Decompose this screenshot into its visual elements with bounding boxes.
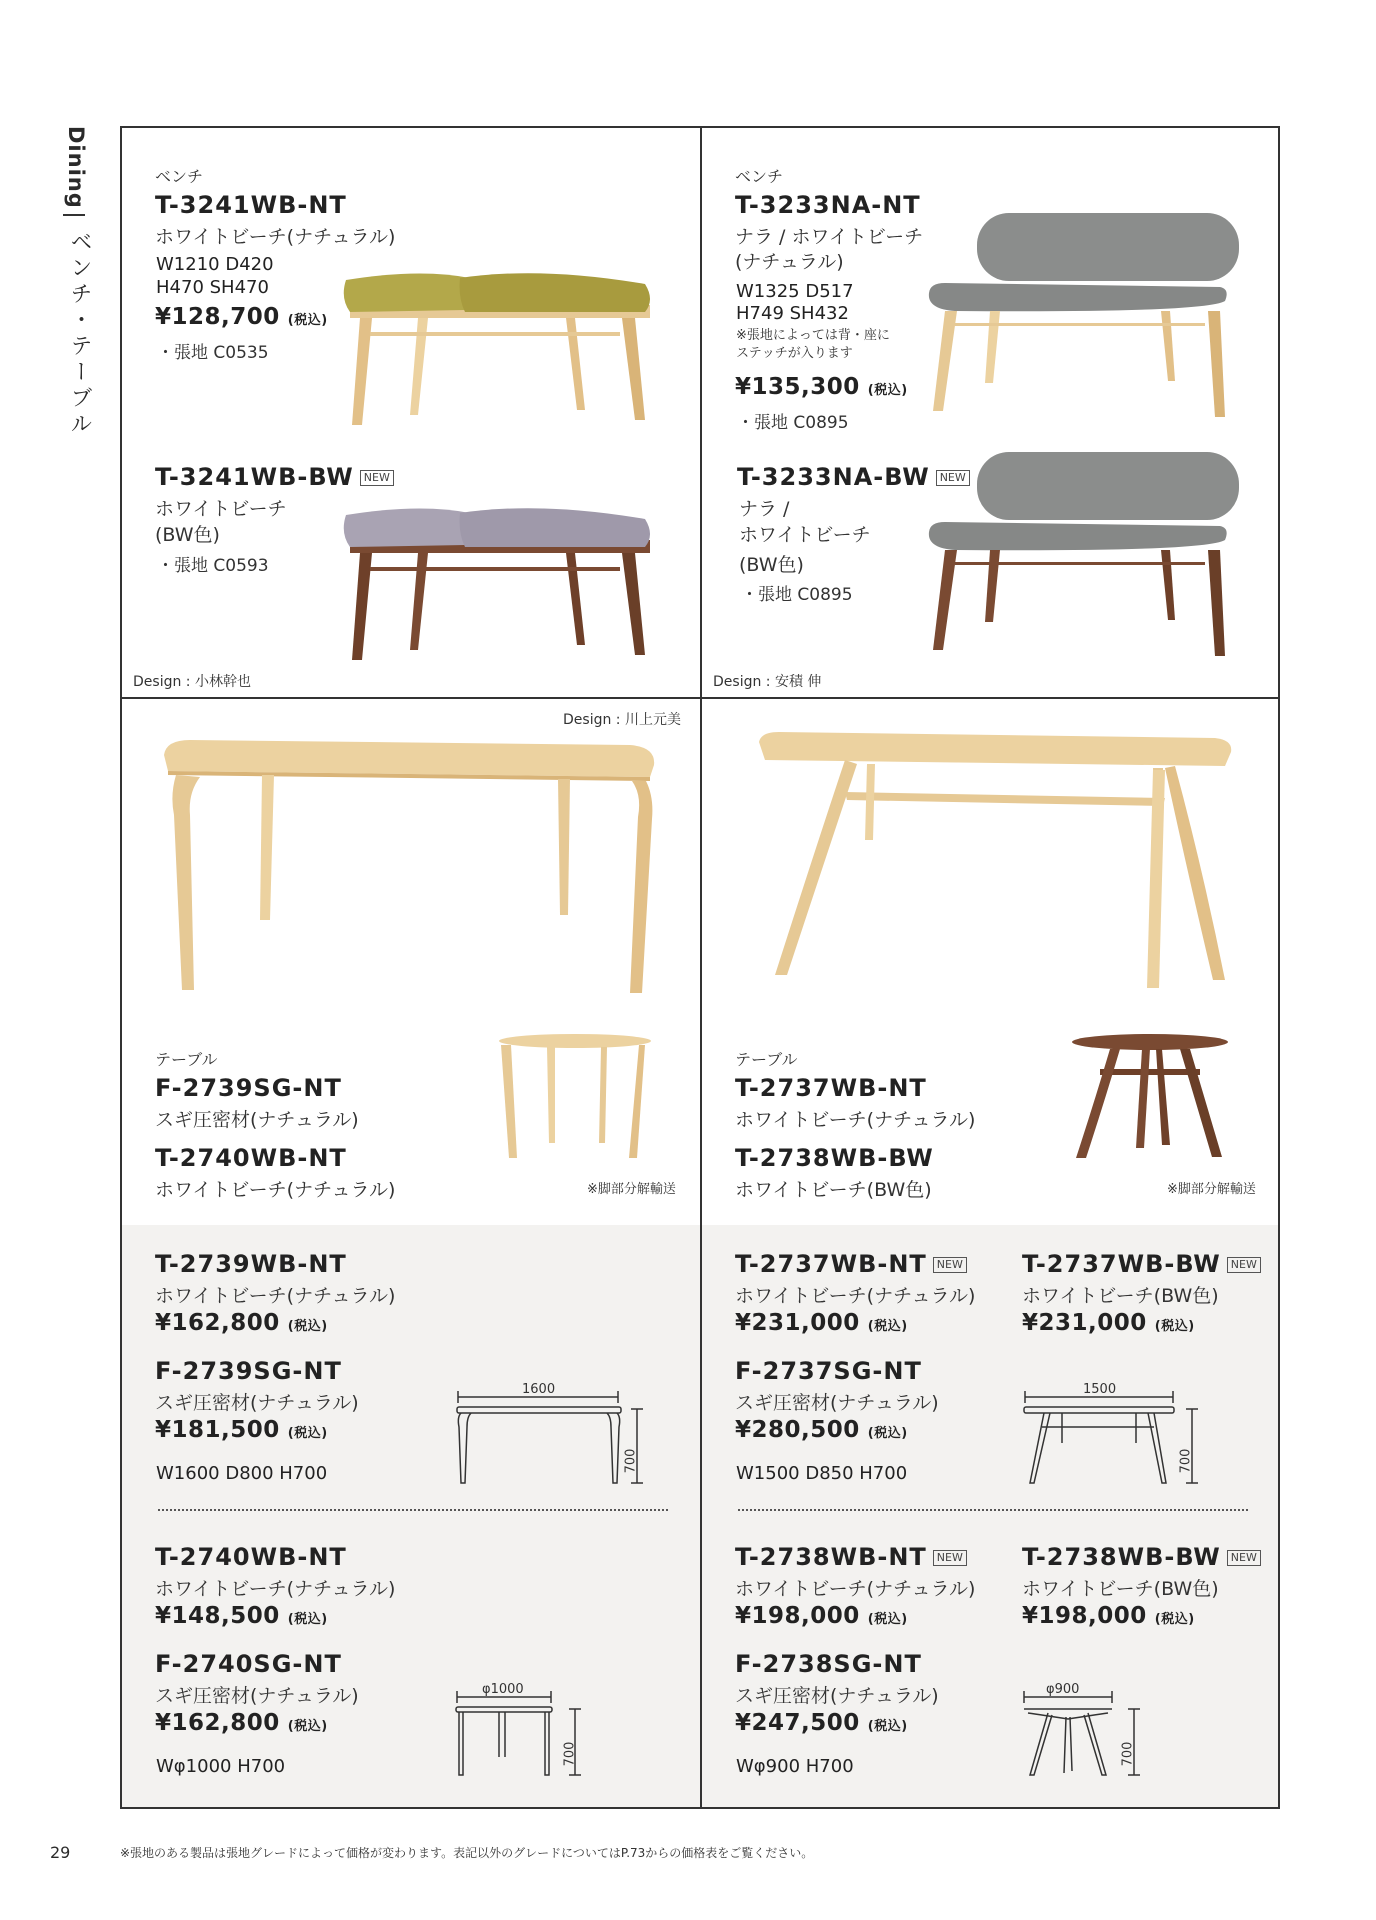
footnote: ※張地のある製品は張地グレードによって価格が変わります。表記以外のグレードについてはP.73からの価格表をご覧ください。 (120, 1846, 814, 1860)
pl-b-price (155, 1417, 328, 1443)
table2-rect-image (755, 730, 1235, 995)
bench2-material2: (ナチュラル) (735, 251, 844, 273)
page-number: 29 (50, 1843, 71, 1862)
bench1b-fabric: ・張地 C0593 (157, 556, 269, 576)
tax-label: (税込) (287, 1426, 328, 1441)
pl-a-price-value: ¥162,800 (155, 1310, 280, 1336)
pl-d-dimensions: Wφ1000 H700 (156, 1756, 286, 1777)
bench2b-material-b: ホワイトビーチ (739, 524, 871, 546)
bench2-category: ベンチ (735, 167, 784, 186)
table1-material1: スギ圧密材(ナチュラル) (155, 1109, 359, 1131)
bench2-natural-image (925, 213, 1245, 423)
table2-material2: ホワイトビーチ(BW色) (735, 1179, 932, 1201)
table1-rect-image (160, 735, 660, 995)
bench1-price (155, 304, 328, 330)
pr-c-model-text: T-2738WB-NT (735, 1543, 927, 1571)
pr-separator (738, 1509, 1248, 1511)
pr-c2-model (1022, 1543, 1261, 1571)
table1-category: テーブル (155, 1050, 218, 1069)
pr-c-price (735, 1603, 908, 1629)
pr-d-dimensions: Wφ900 H700 (736, 1756, 854, 1777)
pl-b-model: F-2739SG-NT (155, 1357, 342, 1385)
bench1-price-value: ¥128,700 (155, 304, 280, 330)
tax-label: (税込) (1154, 1612, 1195, 1627)
pr-a2-model-text: T-2737WB-BW (1022, 1250, 1221, 1278)
pr-b-price (735, 1417, 908, 1443)
pr-c2-price-value: ¥198,000 (1022, 1603, 1147, 1629)
pr-c-material: ホワイトビーチ(ナチュラル) (735, 1578, 976, 1600)
tax-label: (税込) (1154, 1319, 1195, 1334)
pr-d-model: F-2738SG-NT (735, 1650, 922, 1678)
pr-d-price (735, 1710, 908, 1736)
bench1b-model (155, 463, 394, 491)
table2-shipping-note: ※脚部分解輸送 (1167, 1182, 1256, 1197)
bench1-dim1: W1210 D420 (156, 254, 274, 275)
table1-shipping-note: ※脚部分解輸送 (587, 1182, 676, 1197)
bench1-category: ベンチ (155, 167, 204, 186)
tax-label: (税込) (287, 313, 328, 328)
bench2-design-credit: Design : 安積 伸 (713, 674, 822, 690)
tax-label: (税込) (867, 1426, 908, 1441)
bench1-fabric: ・張地 C0535 (157, 343, 269, 363)
pl-diag2-height: 700 (562, 1741, 578, 1767)
pl-separator (158, 1509, 668, 1511)
bench1-bw-image (340, 505, 660, 660)
pr-a-model (735, 1250, 967, 1278)
bench1-model: T-3241WB-NT (155, 191, 347, 219)
bench2b-fabric: ・張地 C0895 (741, 585, 853, 605)
table1-round-image (497, 1033, 653, 1163)
pl-c-price-value: ¥148,500 (155, 1603, 280, 1629)
pl-c-material: ホワイトビーチ(ナチュラル) (155, 1578, 396, 1600)
pr-c2-model-text: T-2738WB-BW (1022, 1543, 1221, 1571)
bench1b-material-b: (BW色) (155, 524, 220, 546)
pr-a2-price (1022, 1310, 1195, 1336)
pl-d-price (155, 1710, 328, 1736)
pr-d-price-value: ¥247,500 (735, 1710, 860, 1736)
pl-a-material: ホワイトビーチ(ナチュラル) (155, 1285, 396, 1307)
pr-c2-price (1022, 1603, 1195, 1629)
pr-a-price-value: ¥231,000 (735, 1310, 860, 1336)
new-badge: NEW (1227, 1257, 1261, 1273)
bench2-fabric: ・張地 C0895 (737, 413, 849, 433)
pr-diag1-width: 1500 (1083, 1382, 1117, 1397)
pr-diagram-rect (1022, 1383, 1202, 1493)
bench2-price-value: ¥135,300 (735, 374, 860, 400)
pr-c2-material: ホワイトビーチ(BW色) (1022, 1578, 1219, 1600)
pr-a-model-text: T-2737WB-NT (735, 1250, 927, 1278)
table2-round-image (1070, 1033, 1230, 1163)
table2-category: テーブル (735, 1050, 798, 1069)
pl-a-price (155, 1310, 328, 1336)
pr-b-dimensions: W1500 D850 H700 (736, 1463, 908, 1484)
bench1-material: ホワイトビーチ(ナチュラル) (155, 226, 396, 248)
table2-material1: ホワイトビーチ(ナチュラル) (735, 1109, 976, 1131)
tax-label: (税込) (867, 1719, 908, 1734)
bench2-price (735, 374, 908, 400)
bench1b-material-a: ホワイトビーチ (155, 498, 287, 520)
tax-label: (税込) (867, 1319, 908, 1334)
pr-d-material: スギ圧密材(ナチュラル) (735, 1685, 939, 1707)
table2-model1: T-2737WB-NT (735, 1074, 927, 1102)
pr-c-price-value: ¥198,000 (735, 1603, 860, 1629)
pr-c-model (735, 1543, 967, 1571)
tax-label: (税込) (867, 383, 908, 398)
pr-diag2-height: 700 (1120, 1741, 1136, 1767)
new-badge: NEW (933, 1550, 967, 1566)
bench2b-material-a: ナラ / (739, 498, 790, 520)
tax-label: (税込) (287, 1612, 328, 1627)
bench2-note2: ステッチが入ります (736, 346, 853, 361)
bench1b-model-text: T-3241WB-BW (155, 463, 354, 491)
pl-diag2-width: φ1000 (482, 1682, 524, 1697)
bench1-natural-image (340, 270, 660, 425)
pl-b-dimensions: W1600 D800 H700 (156, 1463, 328, 1484)
pr-b-material: スギ圧密材(ナチュラル) (735, 1392, 939, 1414)
section-label-jp: ベンチ・テーブル (67, 230, 92, 438)
new-badge: NEW (1227, 1550, 1261, 1566)
tax-label: (税込) (287, 1719, 328, 1734)
pl-diag1-width: 1600 (522, 1382, 556, 1397)
pl-d-price-value: ¥162,800 (155, 1710, 280, 1736)
bench2b-model-text: T-3233NA-BW (737, 463, 930, 491)
table1-design-credit: Design : 川上元美 (563, 712, 681, 728)
pr-b-model: F-2737SG-NT (735, 1357, 922, 1385)
bench2-dim1: W1325 D517 (736, 281, 854, 302)
pr-a-material: ホワイトビーチ(ナチュラル) (735, 1285, 976, 1307)
section-label-en: Dining (64, 126, 88, 209)
tax-label: (税込) (287, 1319, 328, 1334)
table1-model2: T-2740WB-NT (155, 1144, 347, 1172)
bench1-design-credit: Design : 小林幹也 (133, 674, 251, 690)
pl-diag1-height: 700 (623, 1448, 639, 1474)
pr-a2-price-value: ¥231,000 (1022, 1310, 1147, 1336)
bench2-note1: ※張地によっては背・座に (736, 328, 890, 343)
pr-diag1-height: 700 (1178, 1448, 1194, 1474)
pl-b-material: スギ圧密材(ナチュラル) (155, 1392, 359, 1414)
bench2-bw-image (925, 452, 1245, 662)
column-divider (700, 126, 702, 1809)
pl-a-model: T-2739WB-NT (155, 1250, 347, 1278)
pl-b-price-value: ¥181,500 (155, 1417, 280, 1443)
pl-d-material: スギ圧密材(ナチュラル) (155, 1685, 359, 1707)
pl-c-model: T-2740WB-NT (155, 1543, 347, 1571)
table1-model1: F-2739SG-NT (155, 1074, 342, 1102)
table2-model2: T-2738WB-BW (735, 1144, 934, 1172)
new-badge: NEW (933, 1257, 967, 1273)
bench2b-material-c: (BW色) (739, 554, 804, 576)
pr-diagram-round (1022, 1683, 1142, 1783)
sidebar-divider (63, 214, 85, 216)
table1-material2: ホワイトビーチ(ナチュラル) (155, 1179, 396, 1201)
pr-a-price (735, 1310, 908, 1336)
row-divider (120, 697, 1280, 699)
bench2-material1: ナラ / ホワイトビーチ (735, 226, 924, 248)
bench2-model: T-3233NA-NT (735, 191, 921, 219)
pr-b-price-value: ¥280,500 (735, 1417, 860, 1443)
pl-diagram-rect (455, 1383, 645, 1493)
pl-c-price (155, 1603, 328, 1629)
new-badge: NEW (360, 470, 394, 486)
pr-a2-material: ホワイトビーチ(BW色) (1022, 1285, 1219, 1307)
tax-label: (税込) (867, 1612, 908, 1627)
pl-d-model: F-2740SG-NT (155, 1650, 342, 1678)
pr-diag2-width: φ900 (1046, 1682, 1080, 1697)
pr-a2-model (1022, 1250, 1261, 1278)
bench1-dim2: H470 SH470 (156, 277, 269, 298)
new-badge: NEW (936, 470, 970, 486)
bench2-dim2: H749 SH432 (736, 303, 849, 324)
